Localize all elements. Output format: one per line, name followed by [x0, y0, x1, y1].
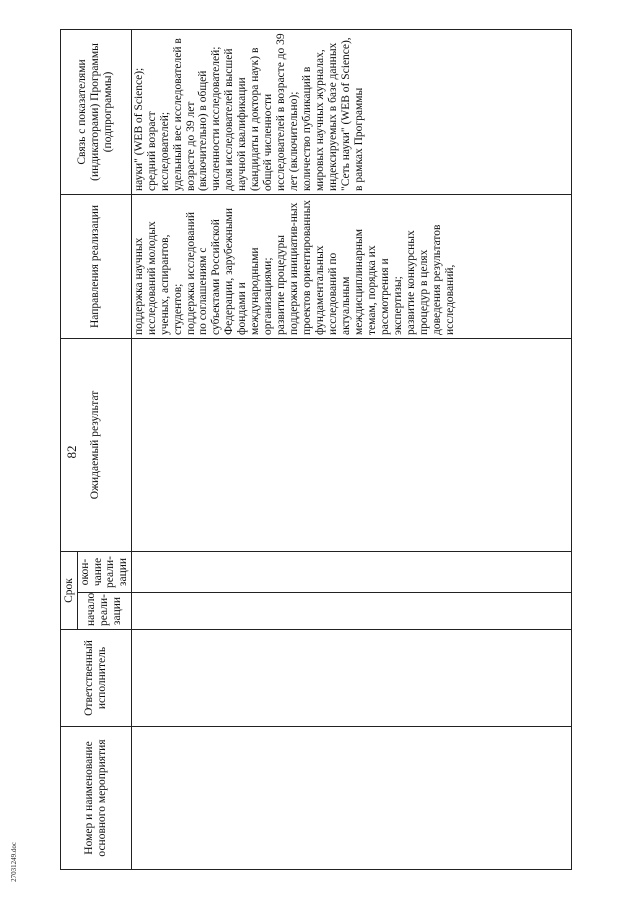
program-table	[60, 29, 572, 870]
cell-start	[131, 593, 571, 630]
cell-executor	[131, 630, 571, 727]
document-filename: 27031249.doc	[10, 842, 18, 882]
header-executor: Ответственный исполнитель	[61, 630, 132, 727]
page-number: 82	[64, 445, 79, 459]
header-srok: Срок	[61, 551, 78, 629]
cell-end	[131, 551, 571, 592]
header-link: Связь с показателями (индикаторами) Программы (подпрограммы)	[61, 29, 132, 194]
header-end: окон-чание реали-зации	[78, 551, 132, 592]
cell-number-and-name	[131, 727, 571, 870]
table-row	[131, 29, 571, 869]
cell-directions: поддержка научных исследований молодых ученых, аспирантов, студентов; поддержка исследований по соглашениям с субъектами Российской Федерации, зарубежными фондами и международными организациями; развитие процедуры поддержки инициатив-ных проектов ориентированных фундаментальных исследований по актуальным междисциплинарным темам, порядка их рассмотрения и экспертизы; развитие конкурсных процедур в целях доведения результатов исследований,	[131, 194, 571, 338]
header-result: Ожидаемый результат	[61, 338, 132, 551]
header-start: начало реали-зации	[78, 593, 132, 630]
header-directions: Направления реализации	[61, 194, 132, 338]
cell-result	[131, 338, 571, 551]
cell-link: науки" (WEB of Science); средний возраст исследователей; удельный вес исследователей в возрасте до 39 лет (включительно) в общей численности исследователей; доля исследователей высшей научной квалификации (кандидаты и доктора наук) в общей численности исследователей в возрасте до 39 лет (включительно); количество публикаций в мировых научных журналах, индексируемых в базе данных "Сеть науки" (WEB of Science), в рамках Программы	[131, 29, 571, 194]
program-table-frame	[60, 30, 600, 870]
header-number-and-name: Номер и наименование основного мероприятия	[61, 727, 132, 870]
